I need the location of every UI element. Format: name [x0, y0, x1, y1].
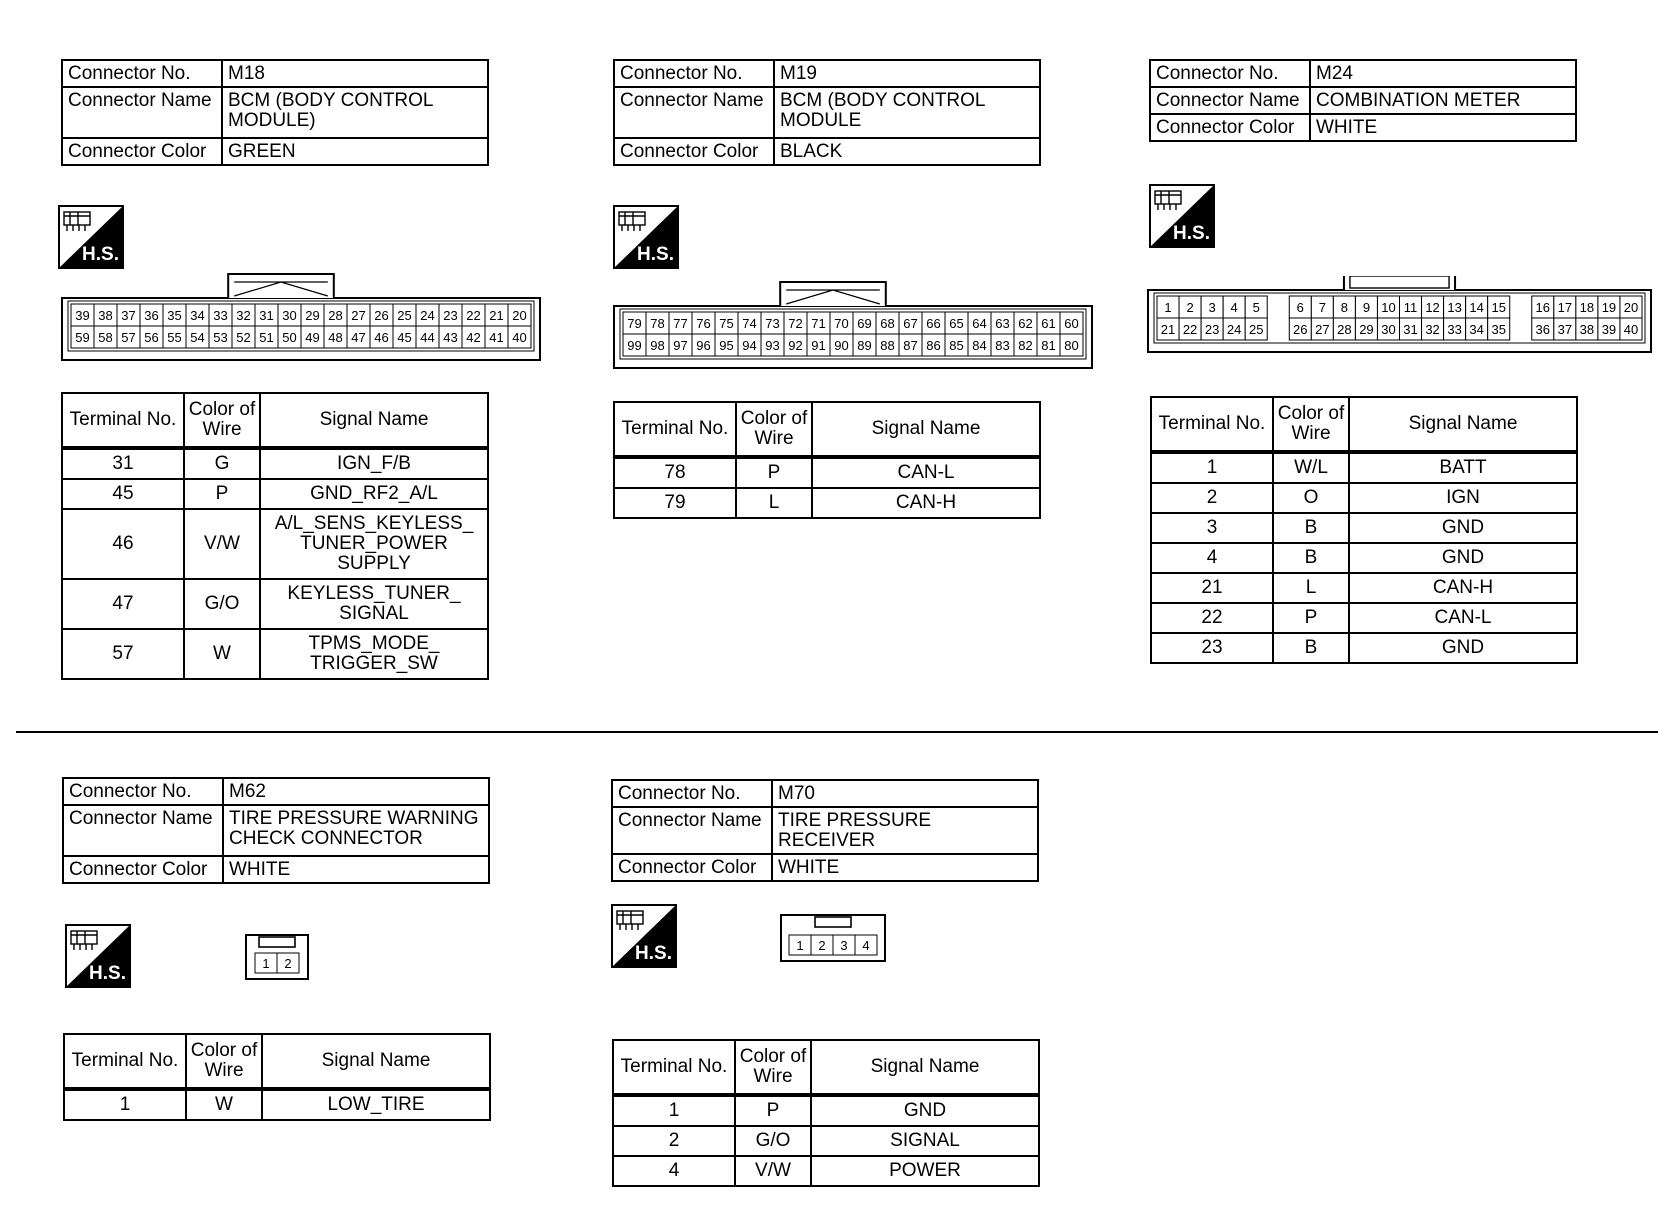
connector-no-value: M18 — [222, 60, 488, 87]
color-of-wire-header: Color of Wire — [1273, 397, 1349, 452]
terminal-row — [613, 1095, 1039, 1126]
connector-name-value: COMBINATION METER — [1310, 87, 1576, 114]
pin-number: 10 — [1381, 300, 1396, 315]
terminal-table-m70 — [612, 1039, 1040, 1187]
terminal-no-cell: 1 — [613, 1095, 735, 1126]
pin-number: 52 — [236, 330, 251, 345]
pin-number: 34 — [1469, 322, 1484, 337]
terminal-table-m19 — [613, 401, 1041, 519]
pin-number: 25 — [397, 308, 412, 323]
signal-name-cell: POWER — [811, 1156, 1039, 1186]
terminal-row — [1151, 452, 1577, 483]
connector-color-label: Connector Color — [63, 856, 223, 883]
pin-number: 45 — [397, 330, 412, 345]
pin-number: 71 — [811, 316, 826, 331]
hs-label: H.S. — [82, 244, 119, 265]
pin-number: 37 — [121, 308, 136, 323]
pin-number: 3 — [840, 938, 848, 953]
signal-name-header: Signal Name — [262, 1034, 490, 1089]
harness-side-icon — [611, 904, 677, 968]
terminal-no-cell: 21 — [1151, 573, 1273, 603]
pin-number: 84 — [972, 338, 987, 353]
connector-name-label: Connector Name — [1150, 87, 1310, 114]
wire-color-cell: W — [184, 629, 260, 679]
pin-number: 87 — [903, 338, 918, 353]
harness-side-icon — [613, 205, 679, 269]
pin-number: 22 — [466, 308, 481, 323]
terminal-row — [62, 579, 488, 629]
pin-number: 83 — [995, 338, 1010, 353]
connector-color-label: Connector Color — [1150, 114, 1310, 141]
terminal-no-cell: 47 — [62, 579, 184, 629]
signal-name-cell: GND — [1349, 513, 1577, 543]
pin-number: 32 — [236, 308, 251, 323]
connector-no-label: Connector No. — [614, 60, 774, 87]
terminal-no-cell: 46 — [62, 509, 184, 579]
pin-number: 33 — [213, 308, 228, 323]
terminal-row — [613, 1126, 1039, 1156]
pin-number: 93 — [765, 338, 780, 353]
pin-number: 96 — [696, 338, 711, 353]
pin-number: 61 — [1041, 316, 1056, 331]
pin-number: 43 — [443, 330, 458, 345]
signal-name-cell: IGN — [1349, 483, 1577, 513]
terminal-no-header: Terminal No. — [614, 402, 736, 457]
pin-number: 58 — [98, 330, 113, 345]
pin-number: 31 — [1403, 322, 1418, 337]
pin-number: 28 — [1337, 322, 1352, 337]
pin-number: 24 — [1226, 322, 1242, 337]
connector-color-label: Connector Color — [62, 138, 222, 165]
terminal-no-header: Terminal No. — [62, 393, 184, 448]
pin-number: 98 — [650, 338, 665, 353]
pin-number: 47 — [351, 330, 366, 345]
terminal-row — [614, 457, 1040, 488]
terminal-no-cell: 3 — [1151, 513, 1273, 543]
pin-number: 90 — [834, 338, 849, 353]
pin-number: 38 — [98, 308, 113, 323]
pin-number: 63 — [995, 316, 1010, 331]
connector-color-value: GREEN — [222, 138, 488, 165]
pin-number: 38 — [1579, 322, 1595, 337]
pin-number: 68 — [880, 316, 895, 331]
pin-number: 15 — [1491, 300, 1506, 315]
pin-number: 20 — [512, 308, 527, 323]
connector-face-m18 — [61, 270, 541, 362]
connector-no-label: Connector No. — [612, 780, 772, 807]
color-of-wire-header: Color of Wire — [184, 393, 260, 448]
connector-info-table — [1149, 59, 1577, 142]
wire-color-cell: O — [1273, 483, 1349, 513]
pin-number: 8 — [1340, 300, 1349, 315]
pin-number: 21 — [1160, 322, 1176, 337]
pin-number: 5 — [1252, 300, 1260, 315]
connector-lock-tab — [228, 274, 334, 298]
pin-number: 99 — [627, 338, 642, 353]
pin-number: 85 — [949, 338, 964, 353]
pin-number: 55 — [167, 330, 182, 345]
wire-color-cell: W/L — [1273, 452, 1349, 483]
wire-color-cell: G/O — [184, 579, 260, 629]
connector-m24 — [1149, 59, 1577, 142]
pin-number: 16 — [1535, 300, 1551, 315]
pin-number: 66 — [926, 316, 941, 331]
pin-number: 76 — [696, 316, 711, 331]
terminal-no-cell: 2 — [613, 1126, 735, 1156]
color-of-wire-header: Color of Wire — [186, 1034, 262, 1089]
color-of-wire-header: Color of Wire — [736, 402, 812, 457]
pin-number: 31 — [259, 308, 274, 323]
hs-label: H.S. — [1173, 223, 1210, 244]
connector-face-m24 — [1147, 276, 1652, 354]
terminal-table-m24 — [1150, 396, 1578, 664]
pin-number: 73 — [765, 316, 780, 331]
pin-number: 34 — [190, 308, 205, 323]
terminal-table-m62 — [63, 1033, 491, 1121]
connector-face-m70 — [779, 905, 887, 963]
pin-number: 1 — [796, 938, 804, 953]
pin-number: 11 — [1403, 300, 1418, 315]
pin-number: 4 — [862, 938, 870, 953]
signal-name-header: Signal Name — [811, 1040, 1039, 1095]
pin-number: 28 — [328, 308, 343, 323]
signal-name-cell: KEYLESS_TUNER_ SIGNAL — [260, 579, 488, 629]
signal-name-cell: TPMS_MODE_ TRIGGER_SW — [260, 629, 488, 679]
connector-m19 — [613, 59, 1041, 166]
pin-number: 37 — [1557, 322, 1573, 337]
terminal-no-cell: 79 — [614, 488, 736, 518]
pin-number: 75 — [719, 316, 734, 331]
pin-number: 36 — [144, 308, 159, 323]
pin-number: 12 — [1425, 300, 1440, 315]
pin-number: 13 — [1447, 300, 1462, 315]
connector-name-label: Connector Name — [614, 87, 774, 138]
connector-no-label: Connector No. — [63, 778, 223, 805]
pin-number: 80 — [1064, 338, 1079, 353]
signal-name-cell: IGN_F/B — [260, 448, 488, 479]
signal-name-cell: GND — [811, 1095, 1039, 1126]
wire-color-cell: B — [1273, 513, 1349, 543]
connector-m18 — [61, 59, 489, 166]
wire-color-cell: P — [736, 457, 812, 488]
connector-info-table — [62, 777, 490, 884]
pin-number: 35 — [1491, 322, 1506, 337]
connector-color-label: Connector Color — [614, 138, 774, 165]
terminal-no-cell: 78 — [614, 457, 736, 488]
pin-number: 57 — [121, 330, 136, 345]
terminal-no-cell: 1 — [1151, 452, 1273, 483]
pin-number: 41 — [489, 330, 504, 345]
pin-number: 51 — [259, 330, 274, 345]
terminal-no-cell: 22 — [1151, 603, 1273, 633]
connector-lock-tab — [780, 282, 886, 306]
section-divider — [16, 731, 1658, 733]
signal-name-header: Signal Name — [1349, 397, 1577, 452]
terminal-no-cell: 1 — [64, 1089, 186, 1120]
terminal-no-header: Terminal No. — [1151, 397, 1273, 452]
connector-no-label: Connector No. — [1150, 60, 1310, 87]
signal-name-cell: GND — [1349, 543, 1577, 573]
pin-number: 1 — [262, 956, 270, 971]
hs-label: H.S. — [637, 244, 674, 265]
terminal-row — [1151, 603, 1577, 633]
pin-number: 77 — [673, 316, 688, 331]
terminal-no-cell: 31 — [62, 448, 184, 479]
pin-number: 32 — [1425, 322, 1440, 337]
pin-number: 14 — [1469, 300, 1484, 315]
wire-color-cell: P — [184, 479, 260, 509]
harness-side-icon — [1149, 184, 1215, 248]
wire-color-cell: V/W — [735, 1156, 811, 1186]
connector-name-label: Connector Name — [62, 87, 222, 138]
pin-number: 89 — [857, 338, 872, 353]
pin-number: 18 — [1579, 300, 1595, 315]
pin-number: 29 — [305, 308, 320, 323]
pin-number: 60 — [1064, 316, 1079, 331]
pin-number: 59 — [75, 330, 90, 345]
pin-number: 67 — [903, 316, 918, 331]
pin-number: 64 — [972, 316, 987, 331]
color-of-wire-header: Color of Wire — [735, 1040, 811, 1095]
connector-color-label: Connector Color — [612, 854, 772, 881]
pin-number: 65 — [949, 316, 964, 331]
pin-number: 30 — [1381, 322, 1396, 337]
pin-number: 27 — [351, 308, 366, 323]
connector-no-value: M62 — [223, 778, 489, 805]
wire-color-cell: G — [184, 448, 260, 479]
terminal-no-cell: 4 — [1151, 543, 1273, 573]
terminal-no-cell: 45 — [62, 479, 184, 509]
pin-number: 2 — [1186, 300, 1194, 315]
pin-number: 91 — [811, 338, 826, 353]
terminal-no-cell: 23 — [1151, 633, 1273, 663]
pin-number: 54 — [190, 330, 205, 345]
signal-name-header: Signal Name — [260, 393, 488, 448]
pin-number: 81 — [1041, 338, 1056, 353]
connector-color-value: WHITE — [223, 856, 489, 883]
terminal-row — [1151, 633, 1577, 663]
pin-number: 42 — [466, 330, 481, 345]
pin-number: 39 — [75, 308, 90, 323]
connector-no-value: M70 — [772, 780, 1038, 807]
signal-name-cell: SIGNAL — [811, 1126, 1039, 1156]
connector-name-value: BCM (BODY CONTROL MODULE — [774, 87, 1040, 138]
pin-number: 82 — [1018, 338, 1033, 353]
pin-number: 36 — [1535, 322, 1551, 337]
signal-name-header: Signal Name — [812, 402, 1040, 457]
terminal-no-header: Terminal No. — [64, 1034, 186, 1089]
terminal-no-cell: 57 — [62, 629, 184, 679]
terminal-row — [1151, 513, 1577, 543]
pin-number: 26 — [1293, 322, 1308, 337]
pin-number: 30 — [282, 308, 297, 323]
terminal-row — [62, 448, 488, 479]
hs-label: H.S. — [635, 943, 672, 964]
pin-number: 40 — [1623, 322, 1639, 337]
signal-name-cell: GND_RF2_A/L — [260, 479, 488, 509]
terminal-table-m18 — [61, 392, 489, 680]
terminal-row — [1151, 543, 1577, 573]
connector-color-value: WHITE — [772, 854, 1038, 881]
wire-color-cell: P — [1273, 603, 1349, 633]
pin-number: 97 — [673, 338, 688, 353]
terminal-no-cell: 2 — [1151, 483, 1273, 513]
connector-name-label: Connector Name — [612, 807, 772, 854]
connector-no-value: M19 — [774, 60, 1040, 87]
pin-number: 92 — [788, 338, 803, 353]
harness-side-icon — [58, 205, 124, 269]
pin-number: 19 — [1601, 300, 1617, 315]
terminal-row — [1151, 573, 1577, 603]
pin-number: 26 — [374, 308, 389, 323]
wire-color-cell: L — [1273, 573, 1349, 603]
wire-color-cell: P — [735, 1095, 811, 1126]
pin-number: 21 — [489, 308, 504, 323]
signal-name-cell: CAN-L — [812, 457, 1040, 488]
pin-number: 46 — [374, 330, 389, 345]
connector-no-value: M24 — [1310, 60, 1576, 87]
connector-info-table — [611, 779, 1039, 882]
connector-no-label: Connector No. — [62, 60, 222, 87]
terminal-row — [1151, 483, 1577, 513]
pin-number: 23 — [443, 308, 458, 323]
pin-number: 23 — [1204, 322, 1220, 337]
pin-number: 4 — [1230, 300, 1238, 315]
terminal-row — [614, 488, 1040, 518]
connector-name-value: BCM (BODY CONTROL MODULE) — [222, 87, 488, 138]
connector-color-value: WHITE — [1310, 114, 1576, 141]
pin-number: 94 — [742, 338, 757, 353]
pin-number: 3 — [1208, 300, 1216, 315]
pin-number: 1 — [1164, 300, 1172, 315]
pin-number: 56 — [144, 330, 159, 345]
terminal-no-cell: 4 — [613, 1156, 735, 1186]
pin-number: 44 — [420, 330, 435, 345]
signal-name-cell: CAN-H — [812, 488, 1040, 518]
pin-number: 53 — [213, 330, 228, 345]
terminal-row — [62, 479, 488, 509]
wire-color-cell: W — [186, 1089, 262, 1120]
pin-number: 25 — [1248, 322, 1264, 337]
connector-m70 — [611, 779, 1039, 882]
connector-face-m62 — [244, 925, 310, 981]
pin-number: 40 — [512, 330, 527, 345]
pin-number: 35 — [167, 308, 182, 323]
connector-face-m19 — [613, 278, 1093, 370]
terminal-row — [62, 509, 488, 579]
pin-number: 74 — [742, 316, 757, 331]
signal-name-cell: CAN-H — [1349, 573, 1577, 603]
pin-number: 69 — [857, 316, 872, 331]
pin-number: 86 — [926, 338, 941, 353]
connector-m62 — [62, 777, 490, 884]
pin-number: 39 — [1601, 322, 1617, 337]
pin-number: 17 — [1557, 300, 1573, 315]
hs-label: H.S. — [89, 963, 126, 984]
signal-name-cell: CAN-L — [1349, 603, 1577, 633]
wire-color-cell: B — [1273, 543, 1349, 573]
pin-number: 33 — [1447, 322, 1462, 337]
pin-number: 27 — [1315, 322, 1330, 337]
pin-number: 24 — [420, 308, 435, 323]
signal-name-cell: BATT — [1349, 452, 1577, 483]
connector-name-value: TIRE PRESSURE RECEIVER — [772, 807, 1038, 854]
pin-number: 22 — [1182, 322, 1198, 337]
pin-number: 49 — [305, 330, 320, 345]
pin-number: 20 — [1623, 300, 1639, 315]
signal-name-cell: LOW_TIRE — [262, 1089, 490, 1120]
pin-number: 48 — [328, 330, 343, 345]
terminal-row — [613, 1156, 1039, 1186]
signal-name-cell: GND — [1349, 633, 1577, 663]
pin-number: 9 — [1362, 300, 1371, 315]
connector-info-table — [61, 59, 489, 166]
connector-info-table — [613, 59, 1041, 166]
wire-color-cell: V/W — [184, 509, 260, 579]
pin-number: 29 — [1359, 322, 1374, 337]
pin-number: 88 — [880, 338, 895, 353]
connector-color-value: BLACK — [774, 138, 1040, 165]
wire-color-cell: G/O — [735, 1126, 811, 1156]
pin-number: 95 — [719, 338, 734, 353]
pin-number: 78 — [650, 316, 665, 331]
signal-name-cell: A/L_SENS_KEYLESS_ TUNER_POWER SUPPLY — [260, 509, 488, 579]
connector-name-label: Connector Name — [63, 805, 223, 856]
harness-side-icon — [65, 924, 131, 988]
connector-name-value: TIRE PRESSURE WARNING CHECK CONNECTOR — [223, 805, 489, 856]
pin-number: 79 — [627, 316, 642, 331]
wire-color-cell: L — [736, 488, 812, 518]
pin-number: 7 — [1318, 300, 1326, 315]
pin-number: 2 — [284, 956, 292, 971]
terminal-row — [64, 1089, 490, 1120]
wire-color-cell: B — [1273, 633, 1349, 663]
pin-number: 2 — [818, 938, 826, 953]
terminal-row — [62, 629, 488, 679]
pin-number: 50 — [282, 330, 297, 345]
pin-number: 70 — [834, 316, 849, 331]
pin-number: 6 — [1296, 300, 1304, 315]
pin-number: 62 — [1018, 316, 1033, 331]
pin-number: 72 — [788, 316, 803, 331]
terminal-no-header: Terminal No. — [613, 1040, 735, 1095]
